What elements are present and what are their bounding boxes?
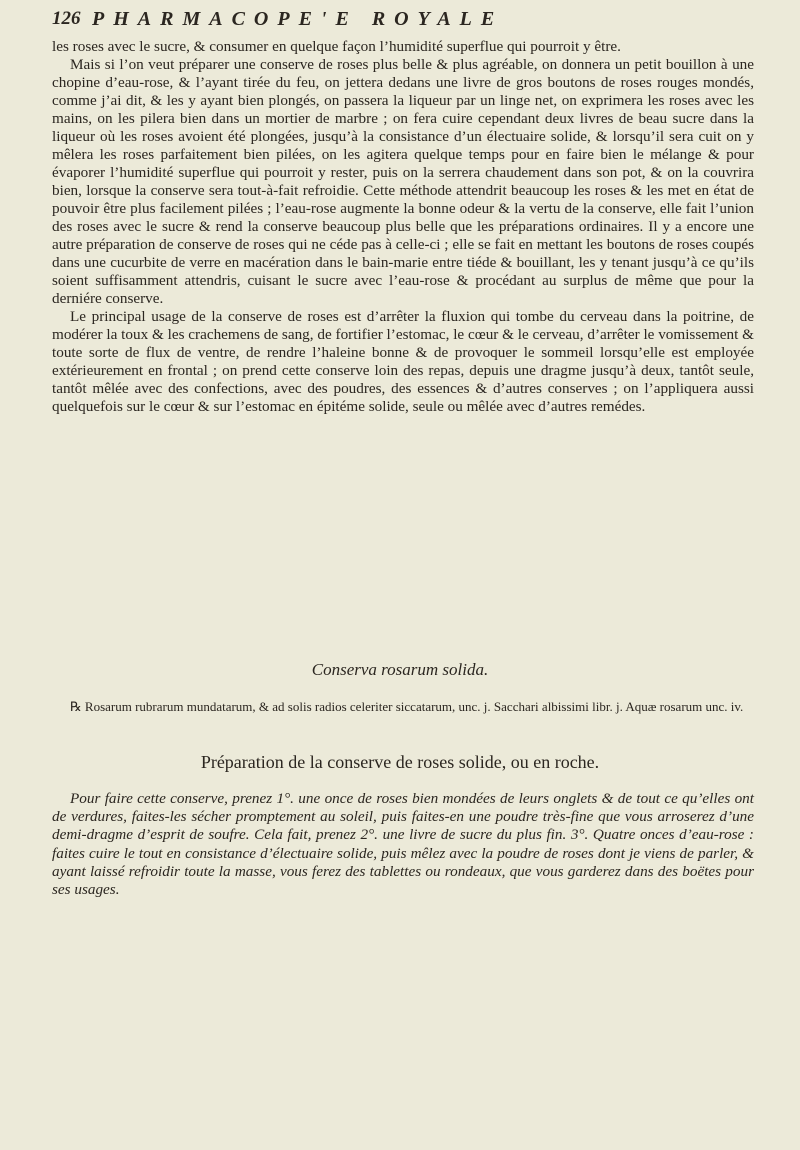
page-header [52,6,752,38]
preparation-instructions: Pour faire cette conserve, prenez 1°. une once de roses bien mondées de leurs onglets & de tout ce qu’elles ont de verdures, faites-les sécher promptement au soleil, puis faites-en une poudre très-fine que vous arroserez d’une demi-dragme d’esprit de soufre. Cela fait, prenez 2°. une livre de sucre du plus fin. 3°. Quatre onces d’eau-rose : faites cuire le tout en consistance d’électuaire solide, puis mêlez avec la poudre de roses dont je viens de parler, & ayant laissé refroidir toute la masse, vous ferez des tablettes ou rondeaux, que vous garderez dans des boëtes pour ses usages. [52,790,754,899]
body-text [52,38,754,416]
page-number: 126 [52,8,81,29]
preparation-title: Préparation de la conserve de roses solide, ou en roche. [200,752,600,772]
formula-recipe: ℞ Rosarum rubrarum mundatarum, & ad solis radios celeriter siccatarum, unc. j. Sacchari albissimi libr. j. Aquæ rosarum unc. iv. [70,699,744,714]
running-title: PHARMACOPE'E ROYALE [92,8,504,30]
paragraph-method: Mais si l’on veut préparer une conserve de roses plus belle & plus agréable, on donnera un petit bouillon à une chopine d’eau-rose, & l’ayant tirée du feu, on jettera dedans une livre de gros boutons de roses rouges mondés, comme j’ai dit, & les y ayant bien plongés, on passera la liqueur par un linge net, on exprimera les roses avec les mains, on les pilera bien dans un mortier de marbre ; on fera cuire cependant deux livres de beau sucre dans la liqueur où les roses avoient été plongées, jusqu’à la consistance d’un électuaire solide, & lorsqu’il sera cuit on y mêlera les roses parfaitement bien pilées, on les agitera quelque temps pour en faire bien le mélange & pour évaporer l’humidité superflue qui pourroit y rester, puis on la serrera chaudement dans son pot, & on la couvrira bien, lorsque la conserve sera tout-à-fait refroidie. Cette méthode attendrit beaucoup les roses & les met en état de pouvoir être plus facilement pilées ; l’eau-rose augmente la bonne odeur & la vertu de la conserve, elle fait l’union des roses avec le sucre & rend la conserve beaucoup plus belle que les préparations ordinaires. Il y a encore une autre préparation de conserve de roses qui ne céde pas à celle-ci ; elle se fait en mettant les boutons de roses coupés dans une cucurbite de verre en macération dans le bain-marie entre tiéde & bouillant, les y tenant jusqu’à ce qu’ils soient suffisamment attendris, cuisant le sucre avec l’eau-rose & procédant au surplus de même que pour la derniére conserve. [52,56,754,307]
paragraph-continuation: les roses avec le sucre, & consumer en quelque façon l’humidité superflue qui pourroit y être. [52,38,621,55]
paragraph-usage: Le principal usage de la conserve de roses est d’arrêter la fluxion qui tombe du cerveau dans la poitrine, de modérer la toux & les crachemens de sang, de fortifier l’estomac, le cœur & le cerveau, d’arrêter le vomissement & toute sorte de flux de ventre, de rendre l’haleine bonne & de provoquer le sommeil lorsqu’elle est employée extérieurement en frontal ; on prend cette conserve loin des repas, depuis une dragme jusqu’à deux, tantôt seule, tantôt mêlée avec des confections, avec des poudres, des essences & d’autres conserves ; on l’appliquera aussi quelquefois sur le cœur & sur l’estomac en épitéme solide, seule ou mêlée avec d’autres remédes. [52,308,754,415]
formula-title: Conserva rosarum solida. [311,660,489,679]
